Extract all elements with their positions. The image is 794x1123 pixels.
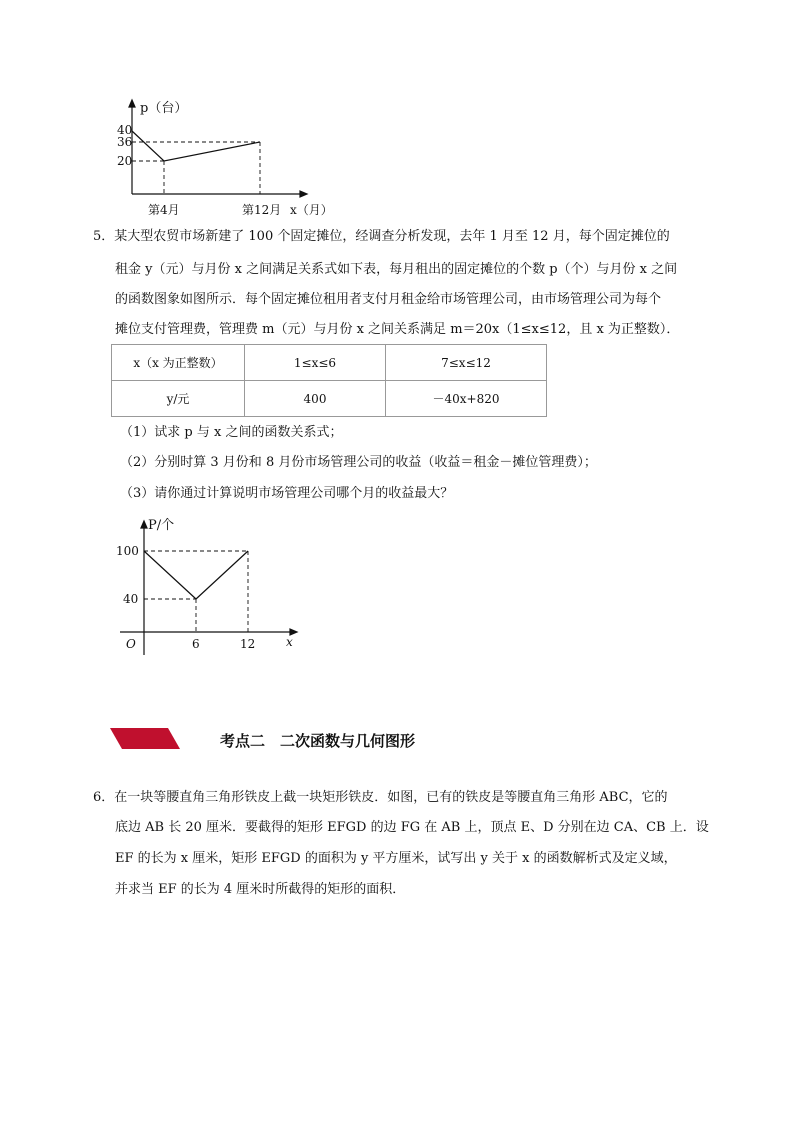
x-axis-arrow [300,191,307,197]
graph-line [144,551,248,599]
table-cell: y/元 [112,381,245,417]
x-tick-label: 第4月 [148,203,180,217]
q6-line-2: 底边 AB 长 20 厘米．要截得的矩形 EFGD 的边 FG 在 AB 上，顶点 E、D 分别在边 CA、CB 上．设 [115,820,709,835]
q6-line-1: 6．在一块等腰直角三角形铁皮上截一块矩形铁皮．如图，已有的铁皮是等腰直角三角形 ABC，它的 [93,790,668,805]
question-number: 5． [93,229,115,244]
section-accent-shape [110,728,180,749]
x-tick-label: 第12月 [242,203,282,217]
graph-monthly-units [110,98,350,220]
q5-line-1 [93,224,670,250]
y-axis-arrow [141,521,147,528]
table-cell: －40x+820 [386,381,547,417]
graph-stall-count [110,515,310,655]
q5-text-1: 某大型农贸市场新建了 100 个固定摊位，经调查分析发现，去年 1 月至 12 月，每个固定摊位的 [114,229,670,244]
section-title: 考点二 二次函数与几何图形 [220,732,416,750]
origin-label: O [126,637,136,651]
section-marker [110,728,182,750]
q6-line-4: 并求当 EF 的长为 4 厘米时所截得的矩形的面积． [115,882,406,897]
table-cell: x（x 为正整数） [112,345,245,381]
q5-line-3: 的函数图象如图所示．每个固定摊位租用者支付月租金给市场管理公司，由市场管理公司为每个 [115,292,662,307]
y-tick-label: 40 [117,123,133,137]
table-cell: 1≤x≤6 [245,345,386,381]
y-tick-label: 40 [123,592,139,606]
table-row [112,381,547,417]
graph-line [132,131,260,161]
q5-line-4: 摊位支付管理费，管理费 m（元）与月份 x 之间关系满足 m＝20x（1≤x≤12，且 x 为正整数）． [115,322,680,337]
table-row [112,345,547,381]
y-axis-label: p（台） [140,101,188,116]
y-tick-label: 20 [117,154,133,168]
q5-sub-3: （3）请你通过计算说明市场管理公司哪个月的收益最大？ [120,486,454,501]
table-cell: 400 [245,381,386,417]
q5-sub-2: （2）分别时算 3 月份和 8 月份市场管理公司的收益（收益＝租金－摊位管理费）； [120,455,597,470]
y-tick-label: 100 [116,544,139,558]
x-axis-label: x（月） [290,203,333,217]
q5-sub-1: （1）试求 p 与 x 之间的函数关系式； [120,425,343,440]
y-axis-arrow [129,100,135,107]
q5-line-2: 租金 y（元）与月份 x 之间满足关系式如下表，每月租出的固定摊位的个数 p（个）与月份 x 之间 [115,262,678,277]
q6-line-3: EF 的长为 x 厘米，矩形 EFGD 的面积为 y 平方厘米，试写出 y 关于 x 的函数解析式及定义域， [115,851,677,866]
y-axis-label: P/个 [148,518,175,533]
x-tick-label: 6 [192,637,200,651]
y-tick-label: 36 [117,135,133,149]
x-tick-label: 12 [240,637,256,651]
x-axis-label: x [286,635,293,649]
rent-table [111,344,547,417]
table-cell: 7≤x≤12 [386,345,547,381]
